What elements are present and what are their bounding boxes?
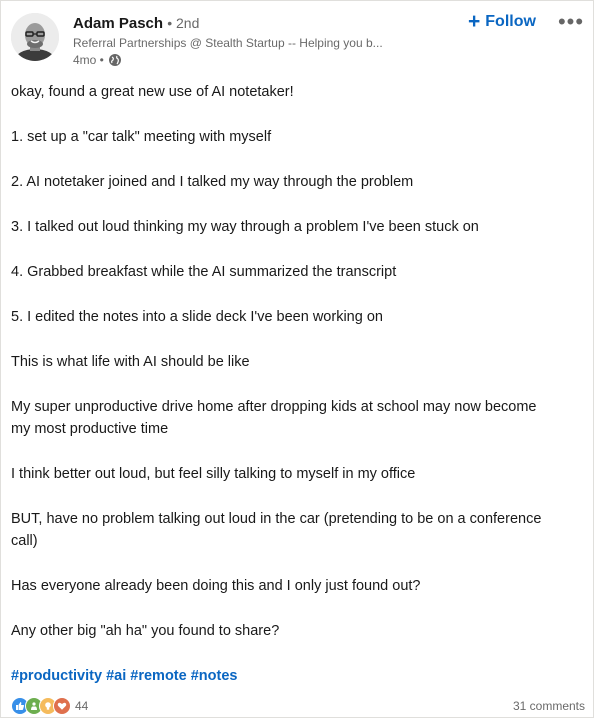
more-options-button[interactable] — [557, 10, 585, 34]
reactions-summary[interactable] — [11, 697, 88, 715]
social-counts — [11, 696, 585, 716]
hashtag-ai[interactable]: #ai — [106, 668, 127, 684]
post-paragraph: Has everyone already been doing this and I only just found out? — [11, 578, 421, 594]
hashtag-productivity[interactable]: #productivity — [11, 668, 103, 684]
post-paragraph: okay, found a great new use of AI notetaker! — [11, 84, 294, 100]
post-paragraph: 5. I edited the notes into a slide deck I've been working on — [11, 309, 383, 325]
post-time: 4mo • — [73, 53, 104, 67]
post-paragraph: I think better out loud, but feel silly talking to myself in my office — [11, 466, 416, 482]
globe-icon — [108, 53, 122, 67]
post-paragraph: 3. I talked out loud thinking my way through a problem I've been stuck on — [11, 219, 479, 235]
plus-icon: + — [468, 10, 481, 33]
follow-label: Follow — [485, 13, 536, 30]
avatar-image — [11, 13, 59, 61]
connection-degree: • 2nd — [167, 15, 200, 31]
hashtag-notes[interactable]: #notes — [190, 668, 238, 684]
post-paragraph: 4. Grabbed breakfast while the AI summarized the transcript — [11, 264, 397, 280]
author-name-line — [73, 13, 443, 34]
post-content — [11, 81, 551, 665]
post-header — [1, 1, 594, 75]
author-headline: Referral Partnerships @ Stealth Startup -- Helping you b... — [73, 36, 383, 50]
post-paragraph: Any other big "ah ha" you found to share? — [11, 623, 280, 639]
post-paragraph: 1. set up a "car talk" meeting with myself — [11, 129, 272, 145]
post-meta — [73, 52, 443, 68]
author-info — [73, 13, 443, 68]
more-icon: ••• — [557, 9, 585, 34]
post-paragraph: This is what life with AI should be like — [11, 354, 250, 370]
comments-count[interactable]: 31 comments — [512, 699, 585, 713]
post-paragraph: BUT, have no problem talking out loud in the car (pretending to be on a conference call) — [11, 511, 542, 549]
hashtag-remote[interactable]: #remote — [130, 668, 187, 684]
love-icon — [53, 697, 71, 715]
post-paragraph: My super unproductive drive home after dropping kids at school may now become my most productive time — [11, 399, 537, 437]
follow-button[interactable] — [464, 10, 540, 34]
author-avatar[interactable] — [11, 13, 59, 61]
hashtag-list — [11, 666, 237, 686]
post-paragraph: 2. AI notetaker joined and I talked my way through the problem — [11, 174, 414, 190]
author-name[interactable]: Adam Pasch — [73, 15, 164, 32]
reaction-count: 44 — [75, 699, 89, 713]
